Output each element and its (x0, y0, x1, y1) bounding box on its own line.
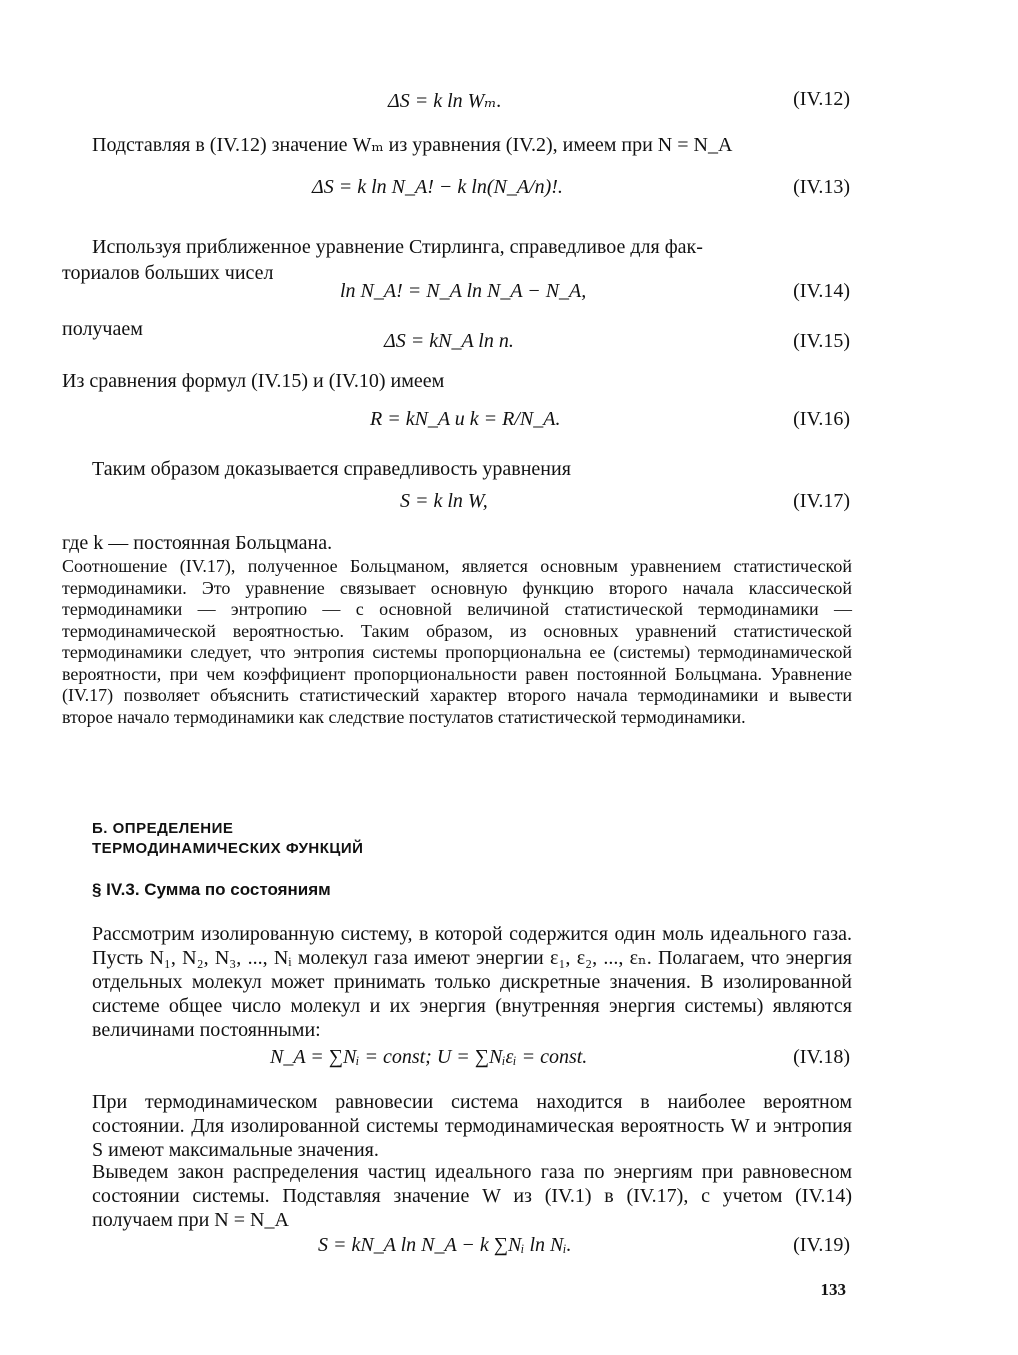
paragraph-stirling-line-2: ториалов больших чисел (62, 262, 274, 284)
equation-text: ΔS = kN_A ln n. (384, 330, 514, 352)
equation-iv12 (0, 88, 1018, 118)
chapter-heading-line-2: ТЕРМОДИНАМИЧЕСКИХ ФУНКЦИЙ (92, 840, 364, 857)
equation-number: (IV.12) (793, 88, 850, 110)
equation-iv15 (0, 330, 1018, 360)
chapter-heading-line-1: Б. ОПРЕДЕЛЕНИЕ (92, 820, 234, 837)
equation-number: (IV.14) (793, 280, 850, 302)
paragraph-derive: Выведем закон распределения частиц идеального газа по энергиям при равновесном состоянии системы. Подставляя значение W из (IV.1) в (IV.17), с учетом (IV.14) получаем при N = N_A (92, 1161, 852, 1231)
equation-iv16 (0, 408, 1018, 438)
equation-text: ΔS = k ln N_A! − k ln(N_A/n)!. (312, 176, 563, 198)
equation-iv13 (0, 176, 1018, 206)
equation-number: (IV.18) (793, 1046, 850, 1068)
equation-text: R = kN_A и k = R/N_A. (370, 408, 561, 430)
equation-number: (IV.17) (793, 490, 850, 512)
equation-number: (IV.15) (793, 330, 850, 352)
equation-number: (IV.16) (793, 408, 850, 430)
equation-iv18 (0, 1046, 1018, 1076)
paragraph-compare: Из сравнения формул (IV.15) и (IV.10) имеем (62, 370, 445, 392)
paragraph-relation: Соотношение (IV.17), полученное Больцманом, является основным уравнением статистической термодинамики. Это уравнение связывает основную функцию второго начала классической термодинамики — энтропию — с основной величиной статистической термодинамики — термодинамической вероятностью. Таким образом, из основных уравнений статистической термодинамики следует, что энтропия системы пропорциональна ее (системы) термодинамической вероятности, при чем коэффициент пропорциональности равен постоянной Больцмана. Уравнение (IV.17) позволяет объяснить статистический характер второго начала термодинамики и вывести второе начало термодинамики как следствие постулатов статистической термодинамики. (62, 556, 852, 727)
paragraph-thus: Таким образом доказывается справедливость уравнения (92, 458, 571, 480)
equation-text: ΔS = k ln Wₘ. (388, 90, 502, 112)
paragraph-substitution: Подставляя в (IV.12) значение Wₘ из уравнения (IV.2), имеем при N = N_A (92, 134, 733, 156)
equation-text: N_A = ∑Nᵢ = const; U = ∑Nᵢεᵢ = const. (270, 1046, 588, 1068)
equation-text: ln N_A! = N_A ln N_A − N_A, (340, 280, 587, 302)
paragraph-where: где k — постоянная Больцмана. (62, 532, 333, 554)
paragraph-stirling-line-1: Используя приближенное уравнение Стирлинга, справедливое для фак- (92, 236, 703, 258)
equation-iv19 (0, 1234, 1018, 1264)
paragraph-consider: Рассмотрим изолированную систему, в которой содержится один моль идеального газа. Пусть N₁, N₂, N₃, ..., Nᵢ молекул газа имеют энергии ε₁, ε₂, ..., εₙ. Полагаем, что энергия отдельных молекул может принимать только дискретные значения. В изолированной системе общее число молекул и их энергия (внутренняя энергия системы) являются величинами постоянными: (92, 923, 852, 1041)
equation-text: S = kN_A ln N_A − k ∑Nᵢ ln Nᵢ. (318, 1234, 572, 1256)
equation-iv14 (0, 280, 1018, 310)
equation-number: (IV.13) (793, 176, 850, 198)
page-number: 133 (820, 1280, 846, 1299)
equation-number: (IV.19) (793, 1234, 850, 1256)
paragraph-get: получаем (62, 318, 143, 340)
equation-text: S = k ln W, (400, 490, 488, 512)
equation-iv17 (0, 490, 1018, 520)
paragraph-equilibrium: При термодинамическом равновесии система находится в наиболее вероятном состоянии. Для изолированной системы термодинамическая вероятность W и энтропия S имеют максимальные значения. (92, 1091, 852, 1161)
section-title: § IV.3. Сумма по состояниям (92, 880, 331, 899)
